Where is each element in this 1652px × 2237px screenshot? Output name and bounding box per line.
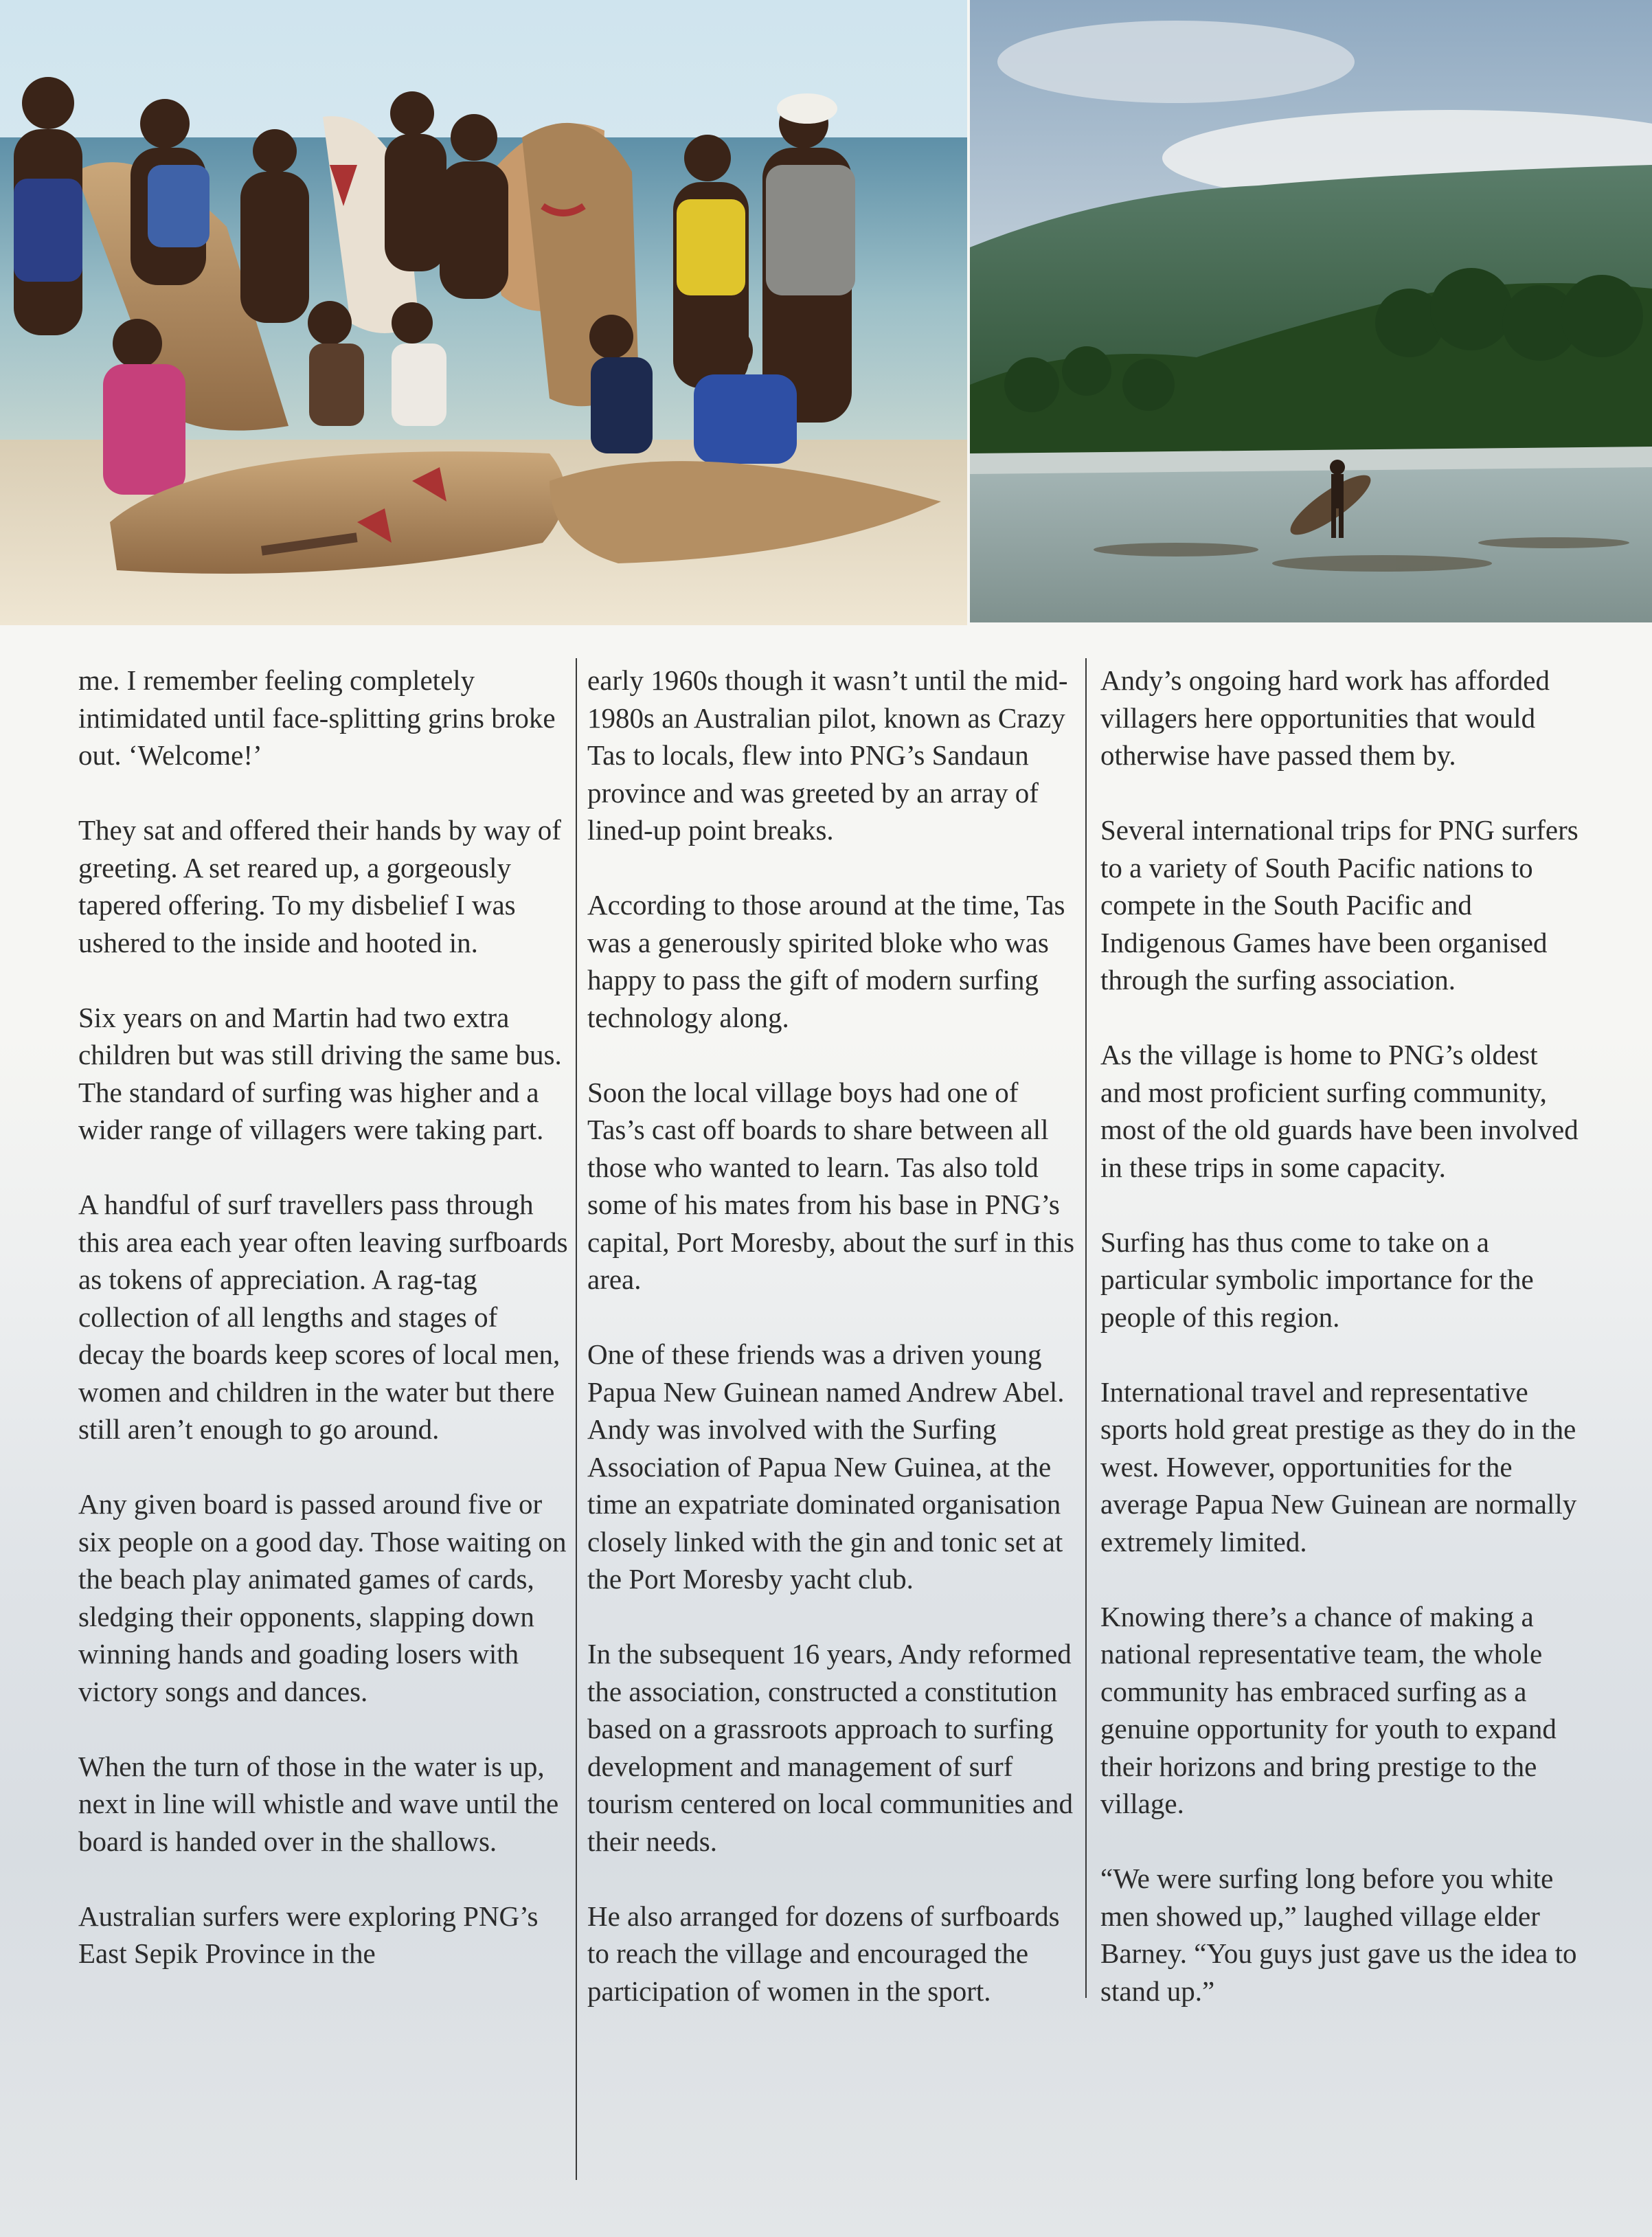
paragraph: “We were surfing long before you white men showed up,” laughed village elder Barney. “You guys just gave us the idea to stand up.” bbox=[1100, 1863, 1577, 2007]
photo-surfer-shoreline-image bbox=[970, 0, 1652, 622]
paragraph: Six years on and Martin had two extra children but was still driving the same bus. The standard of surfing was higher and a wider range of villagers were taking part. bbox=[78, 1001, 562, 1145]
article-column-3 bbox=[1100, 662, 1581, 2047]
paragraph: International travel and representative sports hold great prestige as they do in the west. However, opportunities for the average Papua New Guinean are normally extremely limited. bbox=[1100, 1375, 1577, 1558]
paragraph: early 1960s though it wasn’t until the mid-1980s an Australian pilot, known as Crazy Tas to locals, flew into PNG’s Sandaun province and was greeted by an array of lined-up point breaks. bbox=[587, 664, 1068, 846]
paragraph: As the village is home to PNG’s oldest and most proficient surfing community, most of the old guards have been involved in these trips in some capacity. bbox=[1100, 1039, 1579, 1183]
article-column-1 bbox=[78, 662, 569, 2010]
photo-surfer-shoreline bbox=[970, 0, 1652, 622]
paragraph: Soon the local village boys had one of Tas’s cast off boards to share between all those who wanted to learn. Tas also told some of his mates from his base in PNG’s capital, Port Moresby, about the surf in this area. bbox=[587, 1076, 1075, 1295]
paragraph: They sat and offered their hands by way of greeting. A set reared up, a gorgeously tapered offering. To my disbelief I was ushered to the inside and hooted in. bbox=[78, 814, 561, 958]
paragraph: Knowing there’s a chance of making a national representative team, the whole community has embraced surfing as a genuine opportunity for youth to expand their horizons and bring prestige to the village. bbox=[1100, 1600, 1557, 1819]
paragraph: In the subsequent 16 years, Andy reformed the association, constructed a constitution based on a grassroots approach to surfing development and management of surf tourism centered on local communities and their needs. bbox=[587, 1638, 1074, 1857]
paragraph: A handful of surf travellers pass through this area each year often leaving surfboards as tokens of appreciation. A rag-tag collection of all lengths and stages of decay the boards keep scores of local men, women and children in the water but there still aren’t enough to go around. bbox=[78, 1189, 568, 1445]
paragraph: According to those around at the time, Tas was a generously spirited bloke who was happy to pass the gift of modern surfing technology along. bbox=[587, 889, 1065, 1033]
paragraph: When the turn of those in the water is up, next in line will whistle and wave until the board is handed over in the shallows. bbox=[78, 1750, 559, 1857]
column-divider-2 bbox=[1085, 658, 1087, 1998]
paragraph: me. I remember feeling completely intimidated until face-splitting grins broke out. ‘Welcome!’ bbox=[78, 664, 556, 771]
photo-surfers-group-image bbox=[0, 0, 967, 625]
paragraph: He also arranged for dozens of surfboards to reach the village and encouraged the participation of women in the sport. bbox=[587, 1900, 1060, 2007]
paragraph: Several international trips for PNG surfers to a variety of South Pacific nations to compete in the South Pacific and Indigenous Games have been organised through the surfing association. bbox=[1100, 814, 1579, 996]
paragraph: Andy’s ongoing hard work has afforded villagers here opportunities that would otherwise have passed them by. bbox=[1100, 664, 1550, 771]
article-column-2 bbox=[587, 662, 1078, 2047]
paragraph: Any given board is passed around five or six people on a good day. Those waiting on the beach play animated games of cards, sledging their opponents, slapping down winning hands and goading losers with victory songs and dances. bbox=[78, 1488, 567, 1707]
paragraph: Surfing has thus come to take on a particular symbolic importance for the people of this region. bbox=[1100, 1226, 1534, 1333]
column-divider-1 bbox=[576, 658, 577, 2180]
paragraph: Australian surfers were exploring PNG’s East Sepik Province in the bbox=[78, 1900, 539, 1969]
photo-surfers-group bbox=[0, 0, 967, 625]
paragraph: One of these friends was a driven young Papua New Guinean named Andrew Abel. Andy was involved with the Surfing Association of Papua New Guinea, at the time an expatriate dominated organisation closely linked with the gin and tonic set at the Port Moresby yacht club. bbox=[587, 1338, 1065, 1595]
